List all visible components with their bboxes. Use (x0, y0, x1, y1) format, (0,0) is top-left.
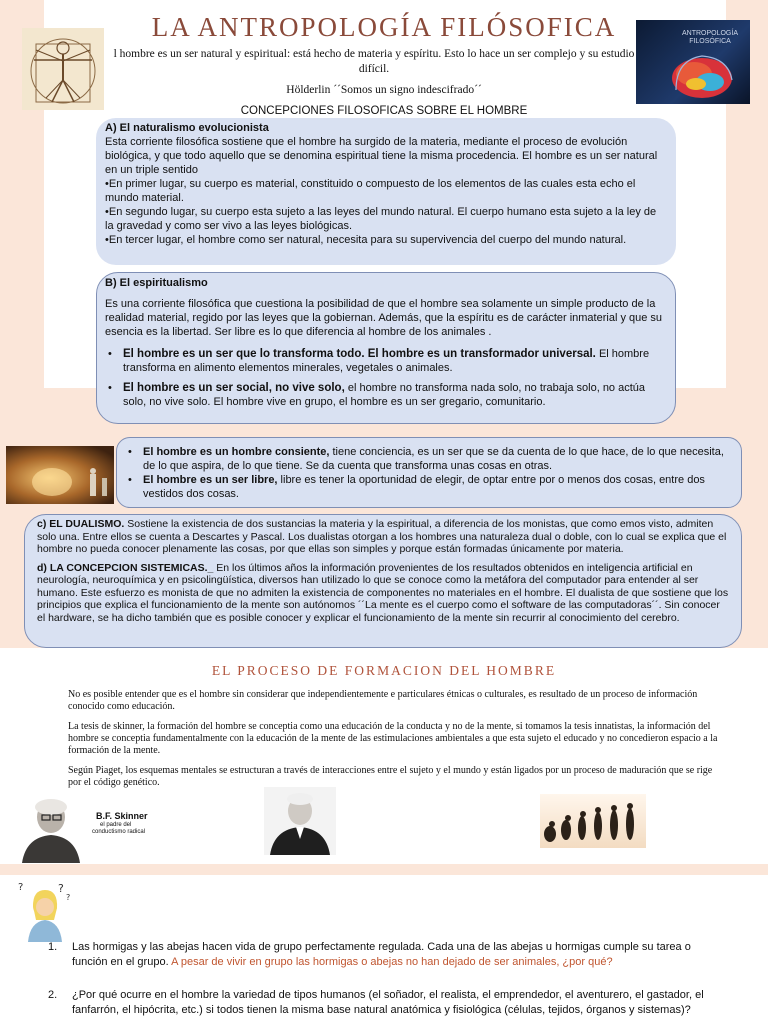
section2-paragraph: No es posible entender que es el hombre sin considerar que independientemente e particulares étnicas o culturales, es resultado de un proceso de información conocido como educación. (68, 689, 698, 712)
question-text: Las hormigas y las abejas hacen vida de grupo perfectamente regulada. Cada una de las abejas u hormigas cumple su tarea o función en el grupo. (72, 941, 691, 968)
dualism-text: Sostiene la existencia de dos sustancias la materia y la espiritual, a diferencia de los monistas, que como emos visto, admiten solo una. Entre ellos se cuenta a Descartes y Pascal. Los dualistas otorgan a los hombres una naturaleza dual o doble, con lo cual se explica que el hombre no pueda conocer plenamente las cosas, por que ellas son simples y porque están formadas únicamente por materia. (37, 518, 727, 555)
svg-text:?: ? (58, 882, 64, 895)
list-item (105, 381, 665, 409)
naturalism-heading: A) El naturalismo evolucionista (105, 122, 269, 134)
section2-body (68, 689, 724, 797)
thinking-girl-icon (14, 878, 76, 942)
list-item-bold: El hombre es un hombre consiente, (143, 446, 330, 458)
section2-title: EL PROCESO DE FORMACION DEL HOMBRE (211, 663, 557, 678)
systemic-text: En los últimos años la información provenientes de los resultados obtenidos en inteligencia artificial en neurología, neuroquímica y en psicolingüística, diversos han utilizado lo que se conoce como la metáfora del computador para entender al ser humano. Este esfuerzo es monista de que no admiten la existencia de componentes no materiales en el hombre. El dualista de que sostiene que los principios que explica el funcionamiento de la mente son autónomos ´´La mente es el cuerpo como el software de las computadoras´´. Sin conocer el hardware, se ha dicho también que es posible conocer y explicar el funcionamiento de la mente sin recurrir al conocimiento del cerebro. (37, 561, 729, 624)
human-traits-list (125, 445, 731, 501)
spiritualism-text: Es una corriente filosófica que cuestiona la posibilidad de que el hombre sea solamente un simple producto de la realidad material, regido por las leyes que la gobiernan. Además, que la espíritu es de carácter inmaterial y que su esencia es la libertad. Ser libre es lo que diferencia al hombre de los animales . (105, 298, 663, 338)
list-item-text: tiene conciencia, es un ser que se da cuenta de lo que hace, de lo que necesita, de lo que aspira, de lo que tiene. Se da cuenta que transforma unas cosas en otras. (143, 446, 724, 472)
naturalism-point: •En primer lugar, su cuerpo es material, constituido o compuesto de los elementos de las cuales esta echo el mundo material. (105, 178, 636, 204)
list-item (105, 347, 665, 375)
cave-image (6, 446, 114, 504)
question-text: ¿Por qué ocurre en el hombre la variedad de tipos humanos (el soñador, el realista, el emprendedor, el aventurero, el gastador, el fanfarrón, el hipócrita, etc.) si todos tienen la misma base natural anatómica y fisiológica (células, tejidos, órganos y sistemas)? (72, 989, 704, 1016)
section2-paragraph: La tesis de skinner, la formación del hombre se conceptia como una educación de la conducta y no de la mente, si tomamos la tesis innatistas, la información del hombre se conceptia fundamentalmente con la educación de la mente de las estimulaciones ambientales a que esta sujeto el educado y no concedieron espacio a la formación de la mente. (68, 721, 718, 756)
systemic-paragraph (37, 562, 729, 625)
intro-text: l hombre es un ser natural y espiritual: está hecho de materia y espíritu. Esto lo hace un ser complejo y su estudio difícil. (113, 48, 635, 75)
spiritualism-list (105, 347, 665, 409)
dualism-systemic-box (24, 514, 742, 648)
page-title: LA ANTROPOLOGÍA FILÓSOFICA (151, 12, 617, 42)
section-subtitle: CONCEPCIONES FILOSOFICAS SOBRE EL HOMBRE (240, 105, 528, 117)
holderlin-quote: Hölderlin ´´Somos un signo indescifrado´´ (286, 84, 482, 96)
brain-image-label: ANTROPOLOGÍA FILOSÓFICA (681, 30, 738, 45)
list-item-bold: El hombre es un ser social, no vive solo, (123, 382, 345, 394)
naturalism-point: •En segundo lugar, su cuerpo esta sujeto a las leyes del mundo natural. El cuerpo humano esta sujeto a la ley de la gravedad y como ser vivo a las leyes biológicas. (105, 206, 657, 232)
svg-text:?: ? (18, 882, 24, 893)
piaget-image (264, 787, 336, 855)
naturalism-box (96, 118, 676, 265)
naturalism-text: Esta corriente filosófica sostiene que el hombre ha surgido de la materia, mediante el proceso de evolución biológica, y que todo aquello que se denomina espiritual tiene la misma procedencia. El hombre es un ser natural en un triple sentido (105, 136, 658, 176)
section2-paragraph: Según Piaget, los esquemas mentales se estructuran a través de interacciones entre el sujeto y el mundo y están ligados por un proceso de maduración que se rige por el código genético. (68, 765, 713, 788)
skinner-caption-line2: conductismo radical (92, 829, 146, 835)
question-highlight: A pesar de vivir en grupo las hormigas o abejas no han dejado de ser animales, ¿por qué? (171, 956, 613, 968)
questions-list (48, 940, 728, 1024)
systemic-heading: d) LA CONCEPCION SISTEMICAS._ (37, 561, 214, 574)
skinner-image (16, 793, 150, 863)
spiritualism-heading: B) El espiritualismo (105, 277, 208, 289)
spiritualism-box (96, 272, 676, 424)
list-item-text: libre es tener la oportunidad de elegir, de optar entre por o menos dos cosas, entre dos vestidos dos cosas. (143, 474, 705, 500)
list-item (125, 473, 731, 501)
svg-text:?: ? (66, 893, 71, 902)
skinner-caption-line1: el padre del (100, 822, 132, 828)
dualism-heading: c) EL DUALISMO. (37, 518, 125, 530)
list-item-bold: El hombre es un ser que lo transforma todo. El hombre es un transformador universal. (123, 348, 596, 360)
skinner-name: B.F. Skinner (96, 811, 148, 821)
question-item (48, 988, 728, 1018)
question-item (48, 940, 728, 970)
dualism-paragraph (37, 518, 729, 556)
evolution-image (540, 794, 646, 848)
list-item-text: el hombre no transforma nada solo, no trabaja solo, no actúa solo, no vive solo. El hombre vive en grupo, el hombre es un ser gregario, comunitario. (123, 382, 646, 408)
list-item-text: El hombre transforma en alimento elementos minerales, vegetales o animales. (123, 348, 650, 374)
list-item (125, 445, 731, 473)
human-traits-box (116, 437, 742, 508)
naturalism-point: •En tercer lugar, el hombre como ser natural, necesita para su supervivencia del cuerpo del mundo natural. (105, 234, 627, 246)
list-item-bold: El hombre es un ser libre, (143, 474, 278, 486)
